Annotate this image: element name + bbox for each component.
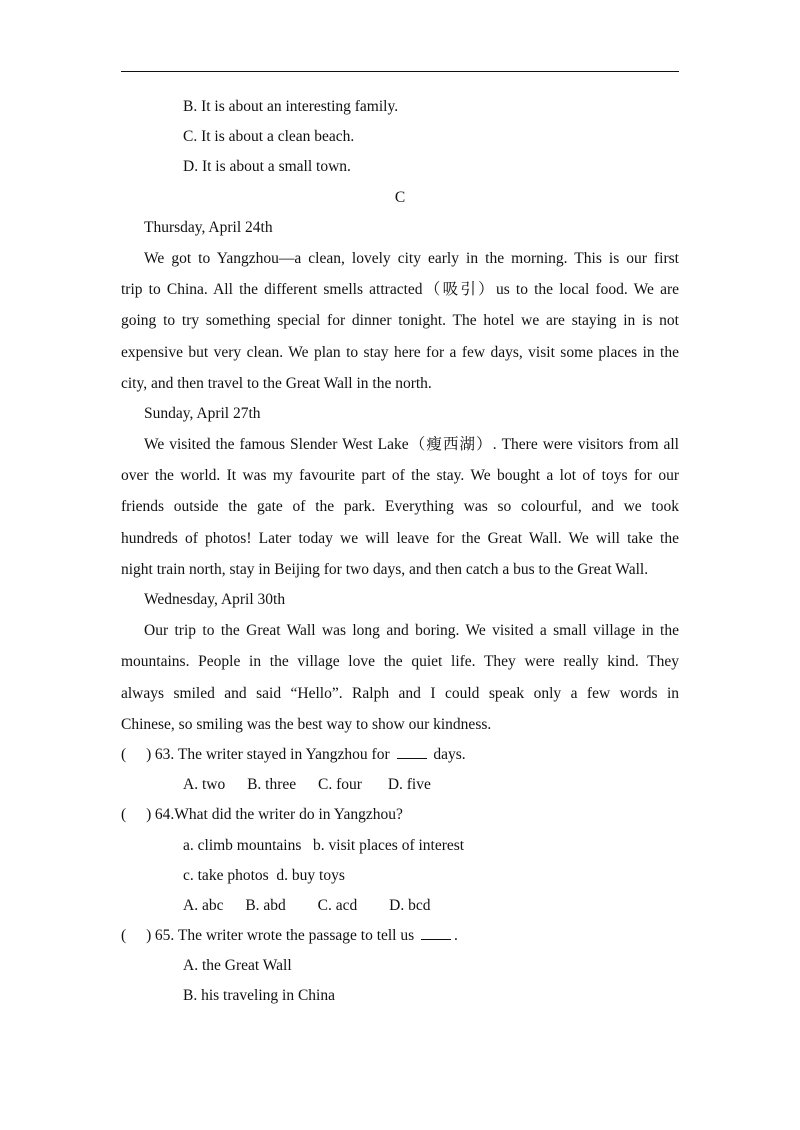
prev-option-c: C. It is about a clean beach.: [183, 128, 355, 146]
passage-line: night train north, stay in Beijing for two days, and then catch a bus to the Great Wall.: [121, 560, 649, 578]
prev-option-b: B. It is about an interesting family.: [183, 98, 399, 115]
passage-line: expensive but very clean. We plan to stay here for a few days, visit some places in the: [121, 343, 679, 361]
question-64-options: [121, 891, 679, 921]
passage-line: Chinese, so smiling was the best way to show our kindness.: [121, 715, 492, 733]
passage-line: hundreds of photos! Later today we will leave for the Great Wall. We will take the: [121, 529, 679, 547]
header-rule: [121, 71, 679, 72]
option-b[interactable]: B. his traveling in China: [183, 987, 335, 1005]
option-a[interactable]: A. abc: [183, 896, 224, 914]
answer-slot[interactable]: ( ): [121, 806, 152, 824]
passage-line: over the world. It was my favourite part of the stay. We bought a lot of toys for our: [121, 467, 679, 485]
passage-line: always smiled and said “Hello”. Ralph and I could speak only a few words in: [121, 684, 679, 702]
passage-line: trip to China. All the different smells attracted（吸引）us to the local food. We are: [121, 281, 679, 299]
answer-slot[interactable]: ( ): [121, 927, 152, 945]
question-stem-end: days.: [433, 745, 466, 763]
prev-option-d: D. It is about a small town.: [183, 158, 351, 176]
option-d[interactable]: D. bcd: [389, 896, 431, 914]
passage-line: We got to Yangzhou—a clean, lovely city early in the morning. This is our first: [144, 249, 679, 267]
question-stem: 65. The writer wrote the passage to tell us: [154, 927, 415, 945]
passage-line: going to try something special for dinner tonight. The hotel we are staying in is not: [121, 312, 679, 330]
fill-blank: [397, 744, 427, 759]
question-64: [121, 800, 679, 830]
option-b[interactable]: B. abd: [245, 896, 286, 914]
question-63-options: [121, 770, 679, 800]
question-65: [121, 921, 679, 951]
option-c[interactable]: C. four: [318, 776, 362, 794]
question-63: [121, 740, 679, 770]
passage-line: city, and then travel to the Great Wall in the north.: [121, 374, 432, 392]
answer-slot[interactable]: ( ): [121, 745, 152, 763]
option-d[interactable]: D. five: [387, 776, 431, 794]
passage-line: We visited the famous Slender West Lake（瘦西湖）. There were visitors from all: [144, 436, 679, 454]
option-c[interactable]: C. acd: [317, 896, 358, 914]
question-stem-end: .: [454, 927, 458, 945]
question-64-sub2: c. take photos d. buy toys: [183, 866, 345, 884]
passage-line: mountains. People in the village love the quiet life. They were really kind. They: [121, 653, 679, 671]
entry-body: [121, 243, 679, 399]
question-stem: 63. The writer stayed in Yangzhou for: [154, 745, 390, 763]
entry-body: [121, 615, 679, 740]
entry-body: [121, 429, 679, 585]
fill-blank: [421, 925, 451, 940]
passage-line: Our trip to the Great Wall was long and boring. We visited a small village in the: [144, 622, 679, 640]
passage-line: friends outside the gate of the park. Everything was so colourful, and we took: [121, 498, 679, 516]
question-stem: 64.What did the writer do in Yangzhou?: [154, 806, 403, 824]
entry-date: Wednesday, April 30th: [144, 591, 286, 608]
entry-date: Thursday, April 24th: [144, 218, 273, 236]
option-b[interactable]: B. three: [247, 776, 297, 794]
option-a[interactable]: A. the Great Wall: [183, 957, 292, 975]
option-a[interactable]: A. two: [183, 776, 226, 794]
section-letter: C: [394, 188, 406, 206]
entry-date: Sunday, April 27th: [144, 404, 261, 422]
question-64-sub1: a. climb mountains b. visit places of interest: [183, 836, 465, 854]
content: [121, 92, 679, 1012]
